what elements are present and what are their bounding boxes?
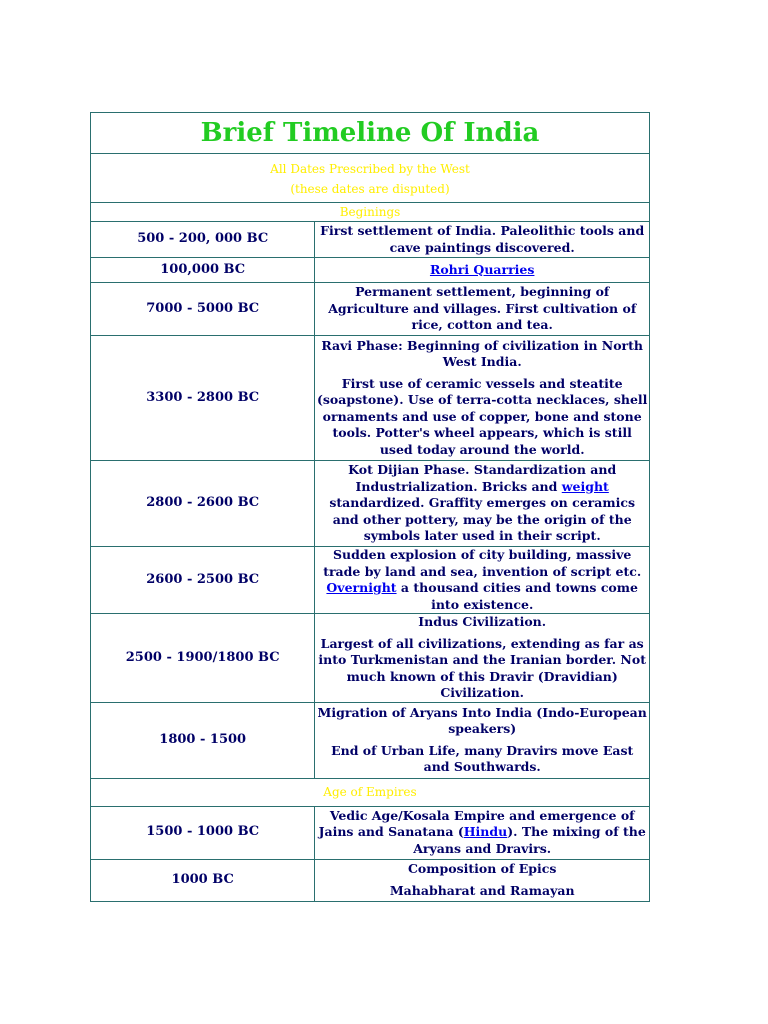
subtitle-row [91, 154, 650, 203]
description-text [316, 808, 648, 858]
section-row-age-of-empires [91, 778, 650, 806]
table-row [91, 547, 650, 614]
section-heading-age-of-empires: Age of Empires [91, 778, 650, 806]
description-text [316, 462, 648, 545]
table-row [91, 702, 650, 778]
date-cell: 100,000 BC [91, 258, 315, 283]
description-cell [315, 547, 650, 614]
description-cell [315, 222, 650, 258]
table-row [91, 806, 650, 859]
section-heading-beginings: Beginings [91, 203, 650, 222]
description-cell [315, 461, 650, 547]
description-text [316, 547, 648, 613]
overnight-link[interactable]: Overnight [326, 580, 397, 595]
description-text: Permanent settlement, beginning of Agriculture and villages. First cultivation of rice, cotton and tea. [328, 284, 637, 333]
description-cell [315, 258, 650, 283]
title-row [91, 113, 650, 154]
description-text: End of Urban Life, many Dravirs move East and Southwards. [331, 742, 634, 774]
description-text: Indus Civilization. [418, 614, 547, 629]
table-row [91, 283, 650, 336]
description-cell [315, 336, 650, 461]
description-text: Mahabharat and Ramayan [389, 882, 575, 898]
description-text-before: Kot Dijian Phase. Standardization and Industrialization. Bricks and [348, 462, 617, 494]
description-text: First settlement of India. Paleolithic tools and cave paintings discovered. [320, 223, 645, 255]
table-row [91, 336, 650, 461]
rohri-quarries-link[interactable]: Rohri Quarries [429, 261, 535, 277]
description-cell [315, 283, 650, 336]
description-text: Migration of Aryans Into India (Indo-European speakers) [317, 704, 647, 736]
hindu-link[interactable]: Hindu [463, 824, 508, 840]
page-title: Brief Timeline Of India [91, 113, 650, 154]
subtitle-line-1: All Dates Prescribed by the West [270, 162, 470, 176]
table-row [91, 222, 650, 258]
table-row [91, 258, 650, 283]
description-cell [315, 806, 650, 859]
date-cell: 1000 BC [91, 859, 315, 901]
date-cell: 1500 - 1000 BC [91, 806, 315, 859]
description-text-after: a thousand cities and towns come into existence. [396, 580, 638, 612]
description-cell [315, 614, 650, 703]
description-text-after: standardized. Graffity emerges on ceramics and other pottery, may be the origin of the symbols later used in their script. [329, 495, 635, 544]
description-text-before: Sudden explosion of city building, massive trade by land and sea, invention of script etc. [323, 547, 642, 579]
table-row [91, 614, 650, 703]
section-row-beginings [91, 203, 650, 222]
date-cell: 3300 - 2800 BC [91, 336, 315, 461]
date-cell: 2500 - 1900/1800 BC [91, 614, 315, 703]
table-row [91, 859, 650, 901]
date-cell: 1800 - 1500 [91, 702, 315, 778]
date-cell: 500 - 200, 000 BC [91, 222, 315, 258]
subtitle [91, 154, 650, 203]
description-text: Ravi Phase: Beginning of civilization in North West India. [321, 337, 643, 370]
description-cell [315, 859, 650, 901]
description-text: Composition of Epics [407, 861, 557, 876]
subtitle-line-2: (these dates are disputed) [290, 182, 450, 196]
description-text-after: ). The mixing of the Aryans and Dravirs. [413, 824, 646, 856]
table-row [91, 461, 650, 547]
date-cell: 2600 - 2500 BC [91, 547, 315, 614]
date-cell: 2800 - 2600 BC [91, 461, 315, 547]
description-text: First use of ceramic vessels and steatite (soapstone). Use of terra-cotta necklaces, shell ornaments and use of copper, bone and stone tools. Potter's wheel appears, which is still used today around the world. [316, 375, 648, 457]
timeline-table [90, 112, 650, 902]
weight-link[interactable]: weight [561, 478, 609, 494]
date-cell: 7000 - 5000 BC [91, 283, 315, 336]
description-cell [315, 702, 650, 778]
description-text: Largest of all civilizations, extending as far as into Turkmenistan and the Iranian border. Not much known of this Dravir (Dravidian) Civilization. [318, 635, 646, 700]
description-text-before: Vedic Age/Kosala Empire and emergence of Jains and Sanatana ( [318, 807, 635, 840]
